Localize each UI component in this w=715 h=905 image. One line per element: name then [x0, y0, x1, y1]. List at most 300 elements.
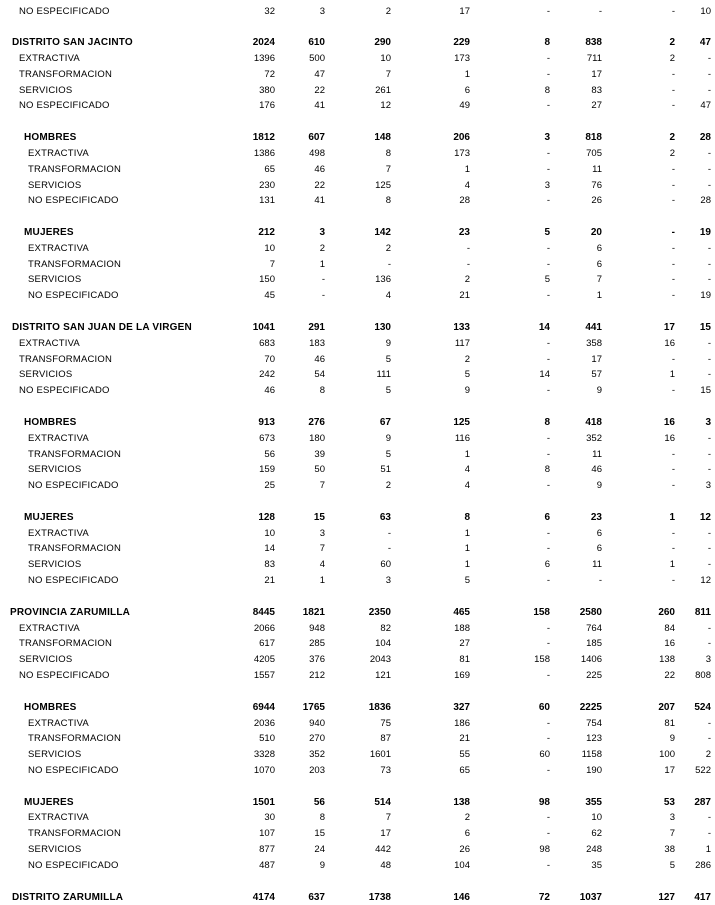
- cell-col-3: 104: [375, 638, 391, 650]
- cell-col-2: 46: [314, 353, 325, 365]
- cell-col-2: 46: [314, 163, 325, 175]
- cell-col-1: 8445: [252, 606, 275, 618]
- cell-col-6: 6: [596, 527, 602, 539]
- cell-col-6: 441: [585, 321, 602, 333]
- cell-col-1: 25: [264, 480, 275, 492]
- cell-col-5: 60: [539, 749, 550, 761]
- cell-col-1: 83: [264, 559, 275, 571]
- cell-col-6: 185: [586, 638, 602, 650]
- cell-col-1: 510: [259, 733, 275, 745]
- cell-col-4: 104: [454, 860, 470, 871]
- cell-col-2: 1: [319, 258, 325, 270]
- table-row: [0, 669, 715, 683]
- cell-col-4: 146: [453, 892, 470, 903]
- cell-col-2: 203: [309, 765, 325, 777]
- cell-col-2: 270: [309, 733, 325, 745]
- cell-col-3: 2: [385, 6, 391, 17]
- cell-col-1: 128: [258, 511, 275, 523]
- cell-col-2: 276: [308, 416, 325, 428]
- cell-col-5: 158: [534, 654, 550, 666]
- cell-col-6: 10: [591, 812, 602, 824]
- cell-col-1: 683: [259, 337, 275, 349]
- cell-col-1: 45: [264, 290, 275, 302]
- cell-col-4: 1: [464, 448, 470, 460]
- cell-col-1: 56: [264, 448, 275, 460]
- table-row: [0, 542, 715, 556]
- cell-col-2: 50: [314, 464, 325, 476]
- cell-col-8: -: [707, 52, 711, 64]
- cell-col-3: 5: [385, 448, 391, 460]
- table-row: [0, 574, 715, 588]
- cell-col-3: 9: [385, 432, 391, 444]
- cell-col-6: 17: [591, 353, 602, 365]
- cell-col-3: 111: [376, 369, 391, 381]
- cell-col-5: -: [546, 195, 550, 207]
- cell-col-5: -: [546, 480, 550, 492]
- row-label: DISTRITO SAN JACINTO: [12, 37, 133, 48]
- table-row: [0, 448, 715, 462]
- cell-col-5: -: [546, 527, 550, 539]
- cell-col-4: 65: [459, 765, 470, 777]
- cell-col-7: -: [671, 258, 675, 270]
- cell-col-8: 524: [694, 701, 711, 713]
- cell-col-2: 56: [313, 796, 325, 808]
- cell-col-5: -: [546, 638, 550, 650]
- cell-col-6: 20: [590, 226, 602, 238]
- cell-col-2: 3: [319, 527, 325, 539]
- cell-col-3: 5: [385, 385, 391, 397]
- cell-col-2: 212: [309, 670, 325, 682]
- cell-col-7: -: [671, 575, 675, 587]
- cell-col-3: 2: [385, 242, 391, 254]
- cell-col-6: 6: [596, 543, 602, 555]
- cell-col-7: 17: [663, 321, 675, 333]
- cell-col-6: 754: [586, 717, 602, 729]
- cell-col-7: -: [671, 242, 675, 254]
- cell-col-6: 355: [585, 796, 602, 808]
- cell-col-2: 1821: [302, 606, 325, 618]
- cell-col-1: 7: [269, 258, 275, 270]
- table-row: [0, 242, 715, 256]
- cell-col-7: 260: [658, 606, 675, 618]
- cell-col-5: -: [546, 575, 550, 587]
- cell-col-3: 7: [385, 68, 391, 80]
- cell-col-6: 6: [596, 242, 602, 254]
- cell-col-4: 116: [454, 432, 470, 444]
- cell-col-3: 442: [375, 844, 391, 856]
- row-label: NO ESPECIFICADO: [28, 575, 119, 587]
- cell-col-8: 3: [705, 416, 711, 428]
- cell-col-1: 176: [259, 100, 275, 112]
- cell-col-3: 1836: [368, 701, 391, 713]
- cell-col-3: 142: [374, 226, 391, 238]
- cell-col-8: 286: [695, 860, 711, 871]
- cell-col-7: 2: [669, 131, 675, 143]
- row-label: TRANSFORMACION: [28, 163, 122, 175]
- cell-col-7: -: [671, 385, 675, 397]
- cell-col-1: 673: [259, 432, 275, 444]
- cell-col-3: 8: [385, 195, 391, 207]
- cell-col-1: 10: [264, 527, 275, 539]
- cell-col-1: 877: [259, 844, 275, 856]
- table-row: [0, 717, 715, 731]
- row-label: MUJERES: [24, 796, 74, 808]
- row-label: NO ESPECIFICADO: [28, 290, 119, 302]
- cell-col-1: 1070: [253, 765, 275, 777]
- cell-col-7: -: [671, 84, 675, 96]
- cell-col-1: 1386: [253, 147, 275, 159]
- cell-col-2: 39: [314, 448, 325, 460]
- cell-col-4: -: [466, 242, 470, 254]
- cell-col-8: 12: [699, 511, 711, 523]
- cell-col-7: 138: [659, 654, 675, 666]
- cell-col-7: -: [671, 448, 675, 460]
- cell-col-6: 27: [591, 100, 602, 112]
- cell-col-5: 8: [544, 416, 550, 428]
- cell-col-4: 4: [464, 464, 470, 476]
- group-header-row: [0, 36, 715, 50]
- cell-col-2: 376: [309, 654, 325, 666]
- cell-col-2: 637: [308, 892, 325, 903]
- cell-col-3: 8: [385, 147, 391, 159]
- cell-col-1: 4205: [253, 654, 275, 666]
- cell-col-5: -: [546, 733, 550, 745]
- cell-col-3: 125: [375, 179, 391, 191]
- cell-col-1: 1557: [253, 670, 275, 682]
- cell-col-6: 62: [591, 828, 602, 840]
- row-label: TRANSFORMACION: [19, 638, 113, 650]
- cell-col-7: 100: [659, 749, 675, 761]
- cell-col-3: 1738: [368, 892, 391, 903]
- cell-col-1: 1812: [252, 131, 275, 143]
- cell-col-7: -: [671, 195, 675, 207]
- cell-col-7: -: [671, 274, 675, 286]
- table-row: [0, 384, 715, 398]
- cell-col-5: 3: [544, 179, 550, 191]
- cell-col-8: 15: [700, 385, 711, 397]
- cell-col-4: 465: [453, 606, 470, 618]
- cell-col-8: 287: [694, 796, 711, 808]
- cell-col-5: -: [546, 147, 550, 159]
- row-label: EXTRACTIVA: [28, 242, 89, 254]
- cell-col-6: 248: [586, 844, 602, 856]
- cell-col-4: 6: [464, 828, 470, 840]
- cell-col-4: 206: [453, 131, 470, 143]
- table-row: [0, 147, 715, 161]
- cell-col-5: 158: [533, 606, 550, 618]
- cell-col-1: 4174: [252, 892, 275, 903]
- cell-col-1: 21: [264, 575, 275, 587]
- cell-col-2: 2: [319, 242, 325, 254]
- cell-col-1: 1501: [252, 796, 275, 808]
- cell-col-6: 2580: [579, 606, 602, 618]
- cell-col-8: 12: [700, 575, 711, 587]
- table-row: [0, 527, 715, 541]
- cell-col-5: -: [546, 828, 550, 840]
- cell-col-3: 2: [385, 480, 391, 492]
- cell-col-2: 15: [313, 511, 325, 523]
- cell-col-3: 67: [379, 416, 391, 428]
- cell-col-5: -: [546, 258, 550, 270]
- row-label: DISTRITO SAN JUAN DE LA VIRGEN: [12, 321, 192, 333]
- cell-col-6: 9: [596, 385, 602, 397]
- cell-col-8: -: [707, 147, 711, 159]
- cell-col-7: -: [671, 464, 675, 476]
- cell-col-1: 72: [264, 68, 275, 80]
- cell-col-4: 5: [464, 369, 470, 381]
- cell-col-6: 57: [591, 369, 602, 381]
- cell-col-2: 41: [314, 195, 325, 207]
- table-row: [0, 5, 715, 19]
- row-label: NO ESPECIFICADO: [19, 670, 110, 682]
- row-label: EXTRACTIVA: [28, 812, 89, 824]
- cell-col-5: 5: [544, 226, 550, 238]
- cell-col-8: 811: [694, 606, 711, 618]
- cell-col-3: -: [387, 543, 391, 555]
- row-label: TRANSFORMACION: [28, 543, 122, 555]
- cell-col-1: 1396: [253, 52, 275, 64]
- cell-col-4: 1: [464, 543, 470, 555]
- table-row: [0, 353, 715, 367]
- cell-col-3: 7: [385, 163, 391, 175]
- cell-col-4: 4: [464, 480, 470, 492]
- cell-col-8: -: [707, 717, 711, 729]
- cell-col-8: -: [707, 258, 711, 270]
- cell-col-4: 49: [459, 100, 470, 112]
- cell-col-1: 131: [259, 195, 275, 207]
- cell-col-7: 16: [664, 337, 675, 349]
- cell-col-6: 764: [586, 622, 602, 634]
- row-label: NO ESPECIFICADO: [19, 6, 110, 17]
- row-label: HOMBRES: [24, 701, 77, 713]
- cell-col-1: 14: [264, 543, 275, 555]
- cell-col-3: -: [387, 258, 391, 270]
- cell-col-6: 1037: [579, 892, 602, 903]
- cell-col-6: 352: [586, 432, 602, 444]
- cell-col-2: 24: [314, 844, 325, 856]
- cell-col-7: 38: [664, 844, 675, 856]
- cell-col-6: 418: [585, 416, 602, 428]
- cell-col-3: 87: [380, 733, 391, 745]
- cell-col-4: 173: [454, 52, 470, 64]
- cell-col-8: 2: [705, 749, 711, 761]
- row-label: MUJERES: [24, 226, 74, 238]
- cell-col-4: 133: [453, 321, 470, 333]
- cell-col-1: 70: [264, 353, 275, 365]
- table-row: [0, 843, 715, 857]
- cell-col-6: -: [598, 575, 602, 587]
- cell-col-3: 63: [379, 511, 391, 523]
- group-header-row: [0, 891, 715, 905]
- cell-col-5: 14: [539, 369, 550, 381]
- cell-col-5: -: [546, 812, 550, 824]
- cell-col-5: -: [546, 163, 550, 175]
- cell-col-4: 23: [458, 226, 470, 238]
- cell-col-7: 1: [669, 559, 675, 571]
- cell-col-6: 838: [585, 37, 602, 48]
- cell-col-1: 380: [259, 84, 275, 96]
- cell-col-6: 76: [591, 179, 602, 191]
- cell-col-5: -: [546, 670, 550, 682]
- table-row: [0, 368, 715, 382]
- cell-col-4: 1: [464, 559, 470, 571]
- group-header-row: [0, 321, 715, 335]
- row-label: SERVICIOS: [28, 559, 82, 571]
- cell-col-2: 285: [309, 638, 325, 650]
- cell-col-6: 2225: [579, 701, 602, 713]
- cell-col-4: 2: [464, 353, 470, 365]
- table-row: [0, 432, 715, 446]
- cell-col-7: 17: [664, 765, 675, 777]
- cell-col-6: 23: [590, 511, 602, 523]
- cell-col-5: -: [546, 337, 550, 349]
- cell-col-1: 30: [264, 812, 275, 824]
- cell-col-8: 417: [694, 892, 711, 903]
- cell-col-3: 7: [385, 812, 391, 824]
- cell-col-7: -: [671, 163, 675, 175]
- cell-col-2: 3: [319, 226, 325, 238]
- cell-col-4: 6: [464, 84, 470, 96]
- cell-col-3: 1601: [369, 749, 391, 761]
- row-label: NO ESPECIFICADO: [19, 385, 110, 397]
- row-label: MUJERES: [24, 511, 74, 523]
- cell-col-8: -: [707, 638, 711, 650]
- cell-col-7: -: [671, 353, 675, 365]
- cell-col-5: 98: [539, 844, 550, 856]
- cell-col-4: 188: [454, 622, 470, 634]
- cell-col-3: 514: [374, 796, 391, 808]
- row-label: SERVICIOS: [28, 749, 82, 761]
- cell-col-7: -: [671, 68, 675, 80]
- cell-col-5: -: [546, 68, 550, 80]
- cell-col-6: 225: [586, 670, 602, 682]
- cell-col-3: 290: [374, 37, 391, 48]
- cell-col-5: 6: [544, 511, 550, 523]
- cell-col-2: 7: [319, 543, 325, 555]
- cell-col-7: 1: [669, 369, 675, 381]
- cell-col-2: 15: [314, 828, 325, 840]
- cell-col-1: 242: [259, 369, 275, 381]
- cell-col-8: -: [707, 274, 711, 286]
- row-label: NO ESPECIFICADO: [28, 480, 119, 492]
- cell-col-5: 72: [538, 892, 550, 903]
- cell-col-1: 65: [264, 163, 275, 175]
- cell-col-3: 3: [385, 575, 391, 587]
- row-label: EXTRACTIVA: [19, 622, 80, 634]
- cell-col-2: 940: [309, 717, 325, 729]
- table-row: [0, 258, 715, 272]
- table-row: [0, 273, 715, 287]
- cell-col-6: 7: [596, 274, 602, 286]
- cell-col-5: -: [546, 432, 550, 444]
- table-row: [0, 764, 715, 778]
- cell-col-7: 127: [658, 892, 675, 903]
- cell-col-7: 16: [664, 432, 675, 444]
- cell-col-2: 22: [314, 84, 325, 96]
- cell-col-8: -: [707, 622, 711, 634]
- cell-col-5: 8: [544, 37, 550, 48]
- cell-col-8: 19: [700, 290, 711, 302]
- cell-col-3: 12: [380, 100, 391, 112]
- row-label: NO ESPECIFICADO: [28, 765, 119, 777]
- cell-col-8: -: [707, 464, 711, 476]
- cell-col-8: 28: [700, 195, 711, 207]
- cell-col-3: 4: [385, 290, 391, 302]
- cell-col-8: -: [707, 733, 711, 745]
- cell-col-6: 358: [586, 337, 602, 349]
- row-label: EXTRACTIVA: [28, 147, 89, 159]
- cell-col-7: -: [671, 100, 675, 112]
- cell-col-7: 5: [669, 860, 675, 871]
- cell-col-1: 487: [259, 860, 275, 871]
- cell-col-6: 190: [586, 765, 602, 777]
- cell-col-6: 705: [586, 147, 602, 159]
- row-label: EXTRACTIVA: [28, 717, 89, 729]
- cell-col-5: -: [546, 765, 550, 777]
- row-label: TRANSFORMACION: [28, 258, 122, 270]
- cell-col-3: 121: [375, 670, 391, 682]
- cell-col-4: 21: [459, 733, 470, 745]
- cell-col-4: 1: [464, 163, 470, 175]
- cell-col-4: 81: [459, 654, 470, 666]
- cell-col-5: -: [546, 622, 550, 634]
- cell-col-6: 83: [591, 84, 602, 96]
- cell-col-8: -: [707, 179, 711, 191]
- cell-col-4: 138: [453, 796, 470, 808]
- cell-col-8: 1: [705, 844, 711, 856]
- cell-col-7: 9: [669, 733, 675, 745]
- cell-col-8: 808: [695, 670, 711, 682]
- cell-col-5: 3: [544, 131, 550, 143]
- cell-col-2: 1765: [302, 701, 325, 713]
- cell-col-3: -: [387, 527, 391, 539]
- table-row: [0, 748, 715, 762]
- cell-col-1: 6944: [252, 701, 275, 713]
- cell-col-4: 1: [464, 68, 470, 80]
- row-label: HOMBRES: [24, 131, 77, 143]
- row-label: PROVINCIA ZARUMILLA: [10, 606, 131, 618]
- cell-col-4: 125: [453, 416, 470, 428]
- cell-col-5: 14: [538, 321, 550, 333]
- table-row: [0, 859, 715, 873]
- sex-subtotal-row: [0, 416, 715, 430]
- row-label: SERVICIOS: [28, 844, 82, 856]
- cell-col-4: 5: [464, 575, 470, 587]
- table-row: [0, 99, 715, 113]
- cell-col-3: 148: [374, 131, 391, 143]
- cell-col-8: -: [707, 432, 711, 444]
- cell-col-2: 54: [314, 369, 325, 381]
- cell-col-6: 818: [585, 131, 602, 143]
- cell-col-8: 3: [705, 480, 711, 492]
- cell-col-1: 46: [264, 385, 275, 397]
- cell-col-4: 117: [454, 337, 470, 349]
- cell-col-4: 2: [464, 274, 470, 286]
- cell-col-2: -: [321, 290, 325, 302]
- cell-col-4: 27: [459, 638, 470, 650]
- table-row: [0, 179, 715, 193]
- cell-col-4: 21: [459, 290, 470, 302]
- cell-col-6: 46: [591, 464, 602, 476]
- cell-col-2: 607: [308, 131, 325, 143]
- cell-col-3: 2043: [369, 654, 391, 666]
- cell-col-4: 55: [459, 749, 470, 761]
- cell-col-3: 75: [380, 717, 391, 729]
- row-label: SERVICIOS: [28, 179, 82, 191]
- cell-col-8: -: [707, 369, 711, 381]
- cell-col-8: 15: [699, 321, 711, 333]
- cell-col-7: 1: [669, 511, 675, 523]
